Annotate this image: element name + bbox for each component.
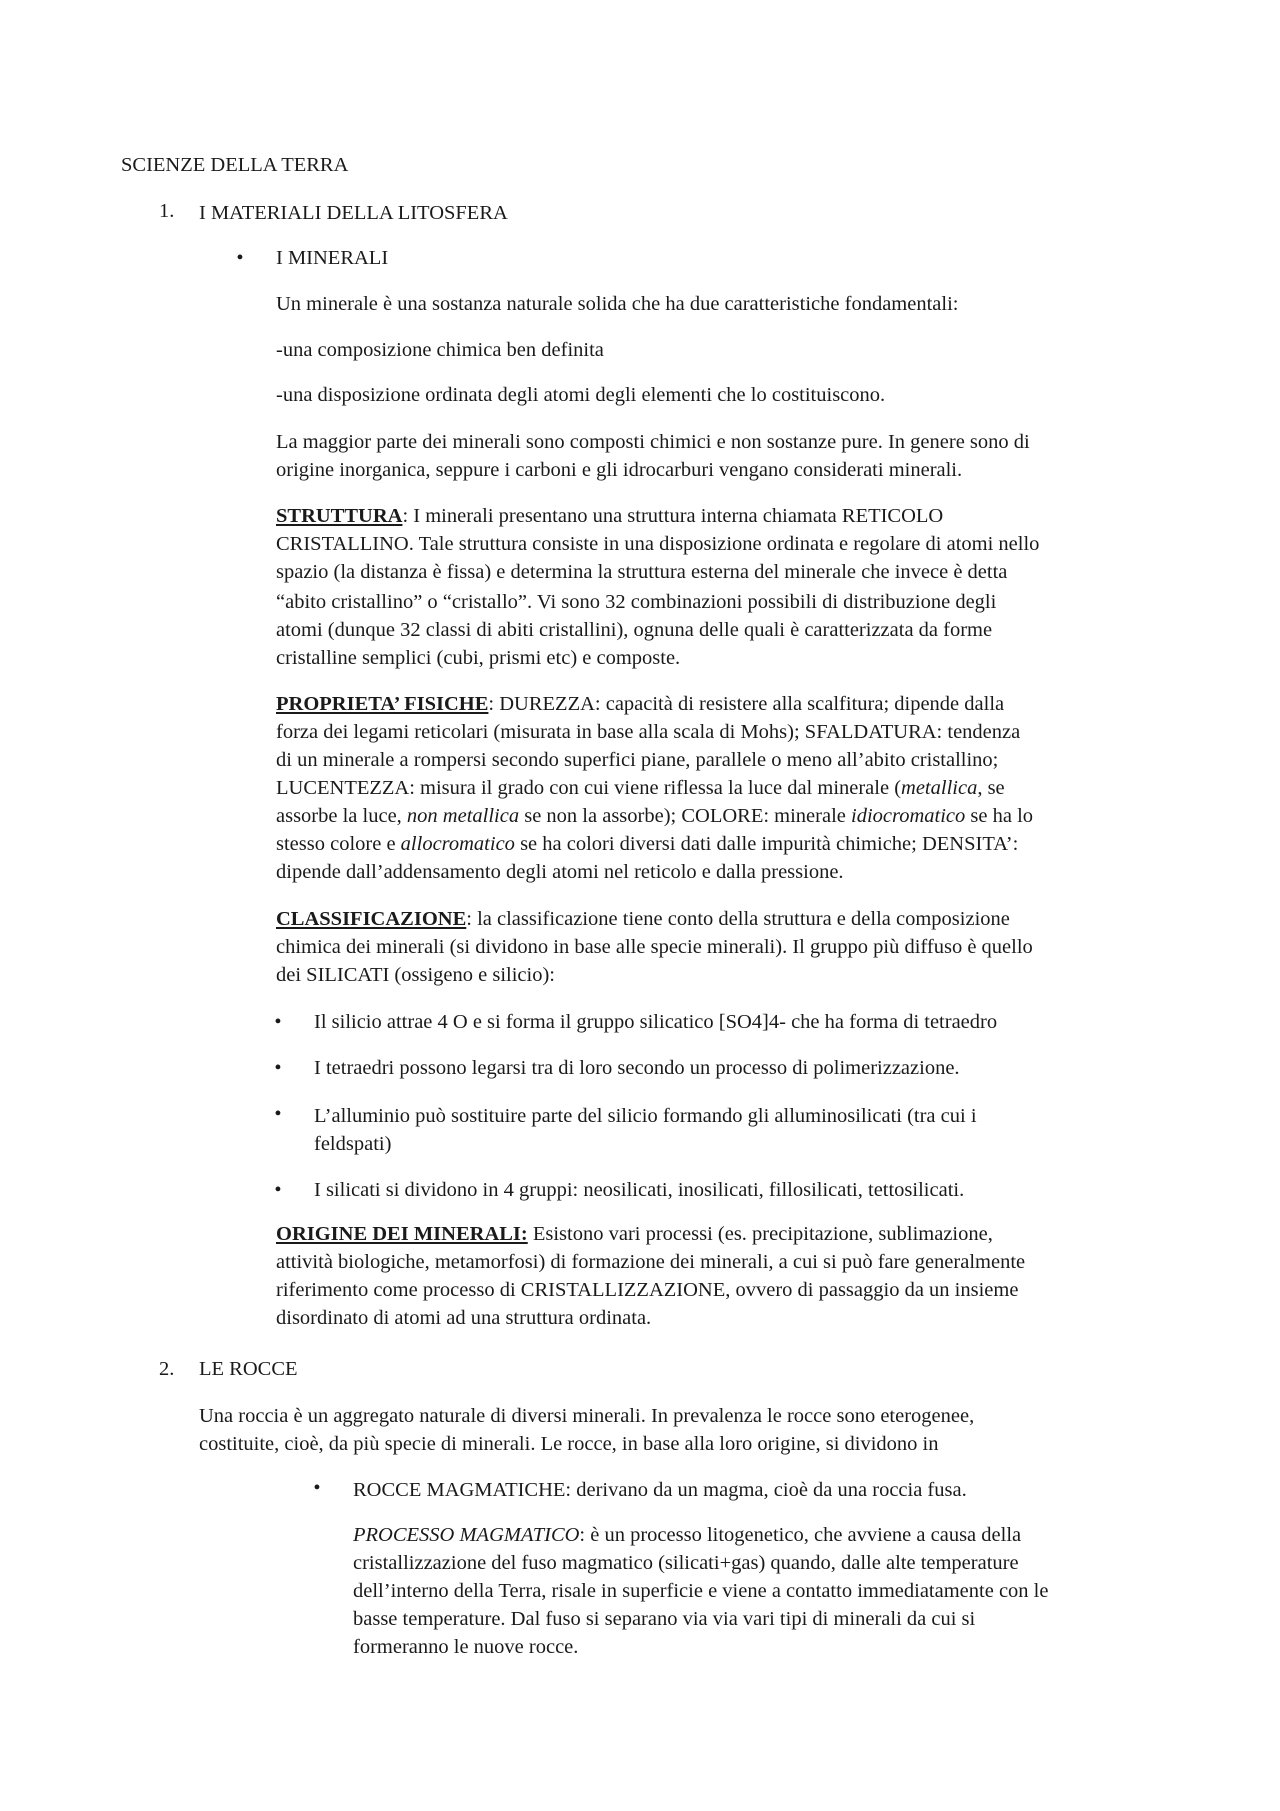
paragraph-line: L’alluminio può sostituire parte del silicio formando gli alluminosilicati (tra cui i [314,1105,977,1127]
proprieta-label: PROPRIETA’ FISICHE [276,693,489,715]
classificazione-label: CLASSIFICAZIONE [276,908,467,930]
italic-term: allocromatico [400,833,515,855]
paragraph-line: basse temperature. Dal fuso si separano via via vari tipi di minerali da cui si [353,1608,976,1630]
silicati-bullet-text: I silicati si dividono in 4 gruppi: neosilicati, inosilicati, fillosilicati, tettosilicati. [314,1179,965,1201]
magmatiche-bullet: • [313,1477,321,1499]
document-title: SCIENZE DELLA TERRA [121,154,349,176]
text-run: stesso colore e [276,833,401,855]
paragraph-line: chimica dei minerali (si dividono in base alle specie minerali). Il gruppo più diffuso è quello [276,936,1033,958]
processo-text: : è un processo litogenetico, che avviene a causa della [579,1524,1022,1546]
paragraph-line: forza dei legami reticolari (misurata in base alla scala di Mohs); SFALDATURA: tendenza [276,721,1021,743]
paragraph-line: origine inorganica, seppure i carboni e gli idrocarburi vengano considerati minerali. [276,459,963,481]
processo-label: PROCESSO MAGMATICO [353,1524,580,1546]
italic-term: metallica [901,777,978,799]
paragraph-classificazione [276,905,1033,989]
silicati-bullet: • [274,1011,282,1033]
italic-term: idiocromatico [851,805,966,827]
minerali-bullet: • [236,247,244,269]
paragraph-line: “abito cristallino” o “cristallo”. Vi sono 32 combinazioni possibili di distribuzione degli [276,591,997,613]
minerali-heading: I MINERALI [276,247,389,269]
section-2-heading: LE ROCCE [199,1358,298,1380]
text-run: , se [977,777,1005,799]
paragraph-line: La maggior parte dei minerali sono composti chimici e non sostanze pure. In genere sono di [276,431,1030,453]
text-run: LUCENTEZZA: misura il grado con cui viene riflessa la luce dal minerale ( [276,777,902,799]
paragraph-line: spazio (la distanza è fissa) e determina la struttura esterna del minerale che invece è detta [276,561,1008,583]
section-2-number: 2. [159,1358,175,1380]
paragraph-line: feldspati) [314,1133,392,1155]
section-1-heading: I MATERIALI DELLA LITOSFERA [199,202,508,224]
minerali-property-1: -una composizione chimica ben definita [276,339,604,361]
paragraph-proprieta-fisiche [276,690,1033,886]
paragraph-processo-magmatico [353,1521,1048,1661]
paragraph-line: formeranno le nuove rocce. [353,1636,579,1658]
paragraph-line: Una roccia è un aggregato naturale di diversi minerali. In prevalenza le rocce sono eterogenee, [199,1405,975,1427]
rocce-magmatiche: ROCCE MAGMATICHE: derivano da un magma, cioè da una roccia fusa. [353,1479,967,1501]
paragraph-line: di un minerale a rompersi secondo superfici piane, parallele o meno all’abito cristallino; [276,749,999,771]
silicati-bullet-text [314,1102,977,1158]
paragraph-line: disordinato di atomi ad una struttura ordinata. [276,1307,652,1329]
silicati-bullet-text: Il silicio attrae 4 O e si forma il gruppo silicatico [SO4]4- che ha forma di tetraedro [314,1011,998,1033]
text-run: assorbe la luce, [276,805,407,827]
paragraph-origine [276,1220,1025,1332]
paragraph-line: dipende dall’addensamento degli atomi nel reticolo e dalla pressione. [276,861,844,883]
paragraph-line: dell’interno della Terra, risale in superficie e viene a contatto immediatamente con le [353,1580,1049,1602]
paragraph-struttura [276,502,1039,672]
section-1-number: 1. [159,200,175,222]
minerali-definition: Un minerale è una sostanza naturale solida che ha due caratteristiche fondamentali: [276,293,959,315]
minerali-property-2: -una disposizione ordinata degli atomi degli elementi che lo costituiscono. [276,384,886,406]
paragraph-maggior-parte [276,428,1030,484]
paragraph-line: atomi (dunque 32 classi di abiti cristallini), ognuna delle quali è caratterizzata da forme [276,619,993,641]
paragraph-rocce-intro [199,1402,974,1458]
silicati-bullet: • [274,1103,282,1125]
text-run: se ha lo [965,805,1034,827]
paragraph-line: dei SILICATI (ossigeno e silicio): [276,964,555,986]
struttura-text: : I minerali presentano una struttura interna chiamata RETICOLO [402,505,944,527]
silicati-bullet-text: I tetraedri possono legarsi tra di loro secondo un processo di polimerizzazione. [314,1057,960,1079]
paragraph-line: attività biologiche, metamorfosi) di formazione dei minerali, a cui si può fare generalmente [276,1251,1026,1273]
classificazione-text: : la classificazione tiene conto della struttura e della composizione [466,908,1010,930]
paragraph-line: CRISTALLINO. Tale struttura consiste in una disposizione ordinata e regolare di atomi nello [276,533,1040,555]
paragraph-line: cristallizzazione del fuso magmatico (silicati+gas) quando, dalle alte temperature [353,1552,1019,1574]
text-run: se non la assorbe); COLORE: minerale [519,805,851,827]
paragraph-line: costituite, cioè, da più specie di minerali. Le rocce, in base alla loro origine, si dividono in [199,1433,939,1455]
italic-term: non metallica [406,805,520,827]
origine-label: ORIGINE DEI MINERALI: [276,1223,528,1245]
paragraph-line: riferimento come processo di CRISTALLIZZAZIONE, ovvero di passaggio da un insieme [276,1279,1019,1301]
paragraph-line: cristalline semplici (cubi, prismi etc) e composte. [276,647,681,669]
struttura-label: STRUTTURA [276,505,403,527]
text-run: se ha colori diversi dati dalle impurità chimiche; DENSITA’: [514,833,1019,855]
origine-text: Esistono vari processi (es. precipitazione, sublimazione, [527,1223,993,1245]
silicati-bullet: • [274,1057,282,1079]
silicati-bullet: • [274,1179,282,1201]
proprieta-text: : DUREZZA: capacità di resistere alla scalfitura; dipende dalla [488,693,1005,715]
